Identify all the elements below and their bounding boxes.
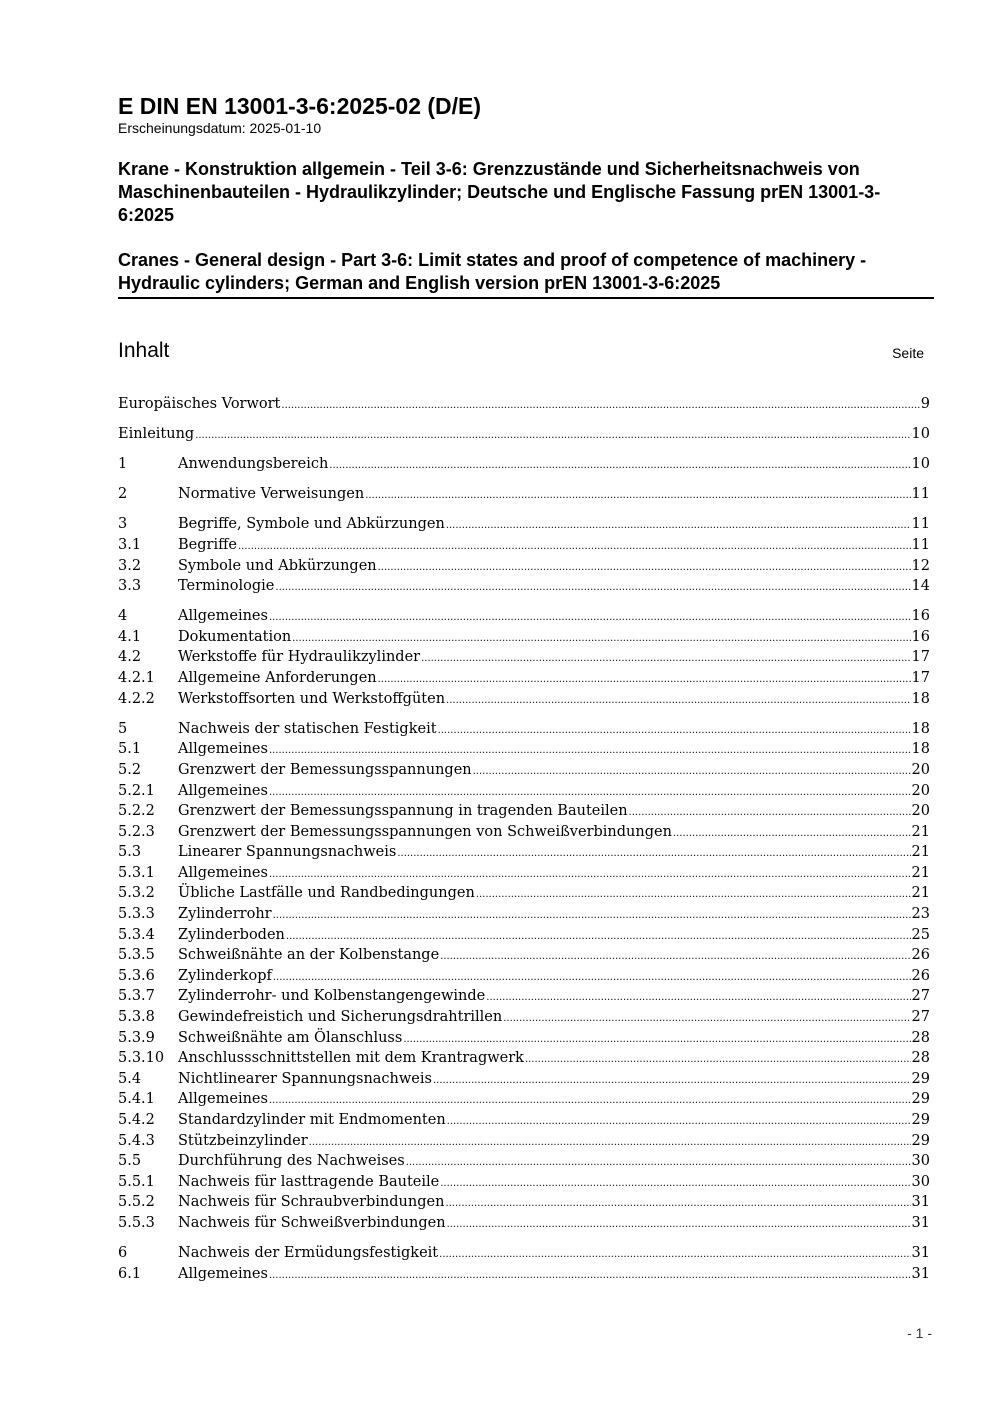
toc-entry-page: 10 [911, 456, 930, 473]
toc-entry-number: 4.2.1 [118, 670, 155, 687]
toc-entry[interactable] [118, 1131, 930, 1152]
toc-entry-label: Allgemeines [178, 1091, 268, 1108]
toc-entry-page: 31 [911, 1265, 930, 1282]
toc-entry-number: 3.2 [118, 557, 142, 574]
toc-entry-label: Schweißnähte an der Kolbenstange [178, 947, 440, 964]
toc-dot-leader [238, 535, 911, 556]
toc-entry-number: 5.4.2 [118, 1112, 155, 1128]
toc-entry[interactable] [118, 576, 930, 597]
toc-dot-leader [476, 883, 911, 904]
toc-entry[interactable] [118, 454, 930, 475]
toc-entry-number: 5.3.10 [118, 1050, 165, 1067]
toc-entry[interactable] [118, 945, 930, 966]
toc-entry-label: Nachweis für Schraubverbindungen [178, 1194, 445, 1211]
toc-entry-label: Dokumentation [178, 628, 292, 645]
toc-dot-leader [195, 424, 910, 445]
toc-page-column-label: Seite [892, 345, 924, 361]
toc-entry[interactable] [118, 647, 930, 668]
toc-dot-leader [629, 801, 911, 822]
toc-entry-page: 21 [911, 885, 930, 902]
toc-entry[interactable] [118, 739, 930, 760]
toc-entry[interactable] [118, 1213, 930, 1234]
toc-dot-leader [447, 1110, 911, 1131]
toc-dot-leader [440, 1172, 910, 1193]
toc-dot-leader [269, 606, 911, 627]
toc-entry-label: Symbole und Abkürzungen [178, 557, 377, 574]
toc-entry-number: 5.4 [118, 1070, 142, 1087]
toc-entry-page: 26 [911, 947, 930, 964]
toc-entry-page: 31 [911, 1214, 930, 1231]
toc-entry-page: 9 [920, 396, 930, 412]
toc-dot-leader [473, 760, 911, 781]
toc-entry-label: Durchführung des Nachweises [178, 1153, 405, 1170]
toc-entry[interactable] [118, 484, 930, 505]
page-number: - 1 - [907, 1325, 932, 1341]
toc-entry-label: Zylinderrohr- und Kolbenstangengewinde [178, 988, 486, 1005]
document-header [118, 92, 934, 299]
toc-dot-leader [309, 1131, 911, 1152]
toc-entry[interactable] [118, 1089, 930, 1110]
toc-entry-label: Begriffe [178, 536, 237, 553]
toc-entry-label: Grenzwert der Bemessungsspannungen [178, 761, 472, 778]
toc-heading: Inhalt [118, 339, 170, 362]
toc-entry-number: 4.1 [118, 628, 142, 645]
toc-entry-label: Einleitung [118, 426, 195, 443]
toc-entry[interactable] [118, 1192, 930, 1213]
toc-entry-page: 21 [911, 864, 930, 881]
toc-entry-label: Übliche Lastfälle und Randbedingungen [178, 885, 475, 902]
toc-entry-number: 5.3.4 [118, 926, 155, 943]
toc-entry-page: 20 [911, 761, 930, 778]
toc-entry[interactable] [118, 627, 930, 648]
toc-entry[interactable] [118, 925, 930, 946]
toc-entry-page: 12 [911, 557, 930, 574]
toc-entry[interactable] [118, 966, 930, 987]
toc-entry-page: 14 [911, 578, 930, 595]
toc-entry[interactable] [118, 556, 930, 577]
toc-dot-leader [439, 1243, 910, 1264]
toc-entry-page: 23 [911, 906, 930, 923]
toc-entry[interactable] [118, 1172, 930, 1193]
toc-entry-page: 29 [911, 1132, 930, 1149]
toc-entry-page: 28 [911, 1050, 930, 1067]
toc-dot-leader [281, 394, 919, 415]
toc-entry[interactable] [118, 1028, 930, 1049]
toc-entry-number: 5.3.5 [118, 947, 155, 964]
toc-entry-label: Normative Verweisungen [178, 486, 365, 503]
toc-entry-page: 31 [911, 1194, 930, 1211]
toc-entry[interactable] [118, 904, 930, 925]
toc-entry-page: 21 [911, 844, 930, 861]
toc-entry-number: 5.2.3 [118, 823, 155, 840]
toc-entry-page: 29 [911, 1091, 930, 1108]
toc-dot-leader [445, 1192, 910, 1213]
toc-heading-row [118, 337, 930, 367]
toc-entry[interactable] [118, 514, 930, 535]
toc-entry[interactable] [118, 1048, 930, 1069]
toc-entry-label: Anwendungsbereich [178, 456, 329, 473]
toc-entry-number: 5.3.7 [118, 988, 155, 1005]
toc-dot-leader [273, 904, 911, 925]
toc-dot-leader [269, 739, 911, 760]
toc-dot-leader [269, 1264, 911, 1285]
toc-dot-leader [438, 719, 911, 740]
toc-dot-leader [397, 842, 910, 863]
issue-date: Erscheinungsdatum: 2025-01-10 [118, 120, 322, 136]
toc-entry-label: Gewindefreistich und Sicherungsdrahtrillen [178, 1009, 503, 1026]
toc-dot-leader [269, 863, 911, 884]
toc-entry-label: Allgemeines [178, 741, 268, 758]
toc-entry[interactable] [118, 883, 930, 904]
toc-dot-leader [378, 556, 911, 577]
toc-entry[interactable] [118, 842, 930, 863]
toc-entry-page: 21 [911, 823, 930, 840]
toc-entry-number: 5.3.9 [118, 1029, 155, 1046]
toc-dot-leader [421, 647, 910, 668]
toc-entry-page: 11 [911, 536, 930, 553]
toc-entry[interactable] [118, 822, 930, 843]
toc-dot-leader [273, 966, 911, 987]
toc-entry[interactable] [118, 689, 930, 710]
toc-entry-number: 5.1 [118, 741, 142, 758]
title-german: Krane - Konstruktion allgemein - Teil 3-6: Grenzzustände und Sicherheitsnachweis von Maschinenbauteilen - Hydraulikzylinder; Deutsche und Englische Fassung prEN 13001-3-6:2025 [118, 159, 881, 225]
toc-entry-label: Allgemeines [178, 608, 268, 625]
toc-entry-number: 5.2.1 [118, 782, 155, 799]
toc-entry-label: Linearer Spannungsnachweis [178, 844, 397, 861]
toc-entry[interactable] [118, 1243, 930, 1264]
toc-entry-number: 5.4.1 [118, 1091, 155, 1108]
toc-entry-number: 2 [118, 486, 128, 503]
toc-entry-label: Werkstoffe für Hydraulikzylinder [178, 649, 421, 666]
toc-dot-leader [378, 668, 911, 689]
toc-dot-leader [673, 822, 911, 843]
toc-entry-number: 5.5.3 [118, 1214, 155, 1231]
toc-entry-label: Stützbeinzylinder [178, 1132, 308, 1149]
toc-dot-leader [365, 484, 910, 505]
toc-entry-number: 5.2 [118, 761, 142, 778]
table-of-contents [118, 394, 930, 1284]
toc-entry-page: 16 [911, 608, 930, 625]
toc-entry-page: 17 [911, 649, 930, 666]
toc-entry-number: 5.5 [118, 1153, 142, 1170]
toc-entry-page: 29 [911, 1112, 930, 1128]
toc-entry-label: Anschlussschnittstellen mit dem Krantragwerk [178, 1050, 524, 1067]
toc-entry-label: Allgemeines [178, 864, 268, 881]
toc-entry[interactable] [118, 1110, 930, 1131]
toc-entry-page: 20 [911, 803, 930, 820]
toc-entry-number: 5.3.8 [118, 1009, 155, 1026]
toc-dot-leader [403, 1028, 910, 1049]
toc-entry-label: Zylinderkopf [178, 967, 272, 984]
toc-entry-page: 26 [911, 967, 930, 984]
toc-entry-page: 28 [911, 1029, 930, 1046]
toc-entry-label: Grenzwert der Bemessungsspannungen von Schweißverbindungen [178, 823, 672, 840]
toc-entry[interactable] [118, 606, 930, 627]
toc-entry-number: 4.2 [118, 649, 142, 666]
toc-entry-number: 5.3.6 [118, 967, 155, 984]
toc-dot-leader [503, 1007, 910, 1028]
toc-entry-number: 1 [118, 456, 128, 473]
toc-entry-page: 17 [911, 670, 930, 687]
toc-entry-number: 3 [118, 516, 128, 533]
toc-entry-label: Zylinderrohr [178, 906, 272, 923]
toc-entry-number: 5.5.1 [118, 1173, 155, 1190]
toc-dot-leader [286, 925, 911, 946]
toc-dot-leader [329, 454, 910, 475]
toc-entry-label: Zylinderboden [178, 926, 285, 943]
toc-entry-label: Nachweis der statischen Festigkeit [178, 720, 437, 737]
toc-entry[interactable] [118, 863, 930, 884]
toc-entry-number: 6 [118, 1245, 128, 1262]
toc-entry-label: Grenzwert der Bemessungsspannung in tragenden Bauteilen [178, 803, 628, 820]
toc-entry-page: 18 [911, 741, 930, 758]
toc-entry[interactable] [118, 1007, 930, 1028]
toc-dot-leader [292, 627, 910, 648]
title-english: Cranes - General design - Part 3-6: Limit states and proof of competence of machinery - Hydraulic cylinders; German and English version prEN 13001-3-6:2025 [118, 249, 934, 299]
toc-entry-page: 11 [911, 486, 930, 503]
toc-entry-page: 29 [911, 1070, 930, 1087]
toc-entry-number: 5.4.3 [118, 1132, 155, 1149]
toc-entry-label: Begriffe, Symbole und Abkürzungen [178, 516, 445, 533]
toc-entry-number: 5.2.2 [118, 803, 155, 820]
toc-entry-number: 4.2.2 [118, 690, 155, 707]
toc-dot-leader [275, 576, 910, 597]
toc-entry[interactable] [118, 394, 930, 415]
toc-entry[interactable] [118, 1264, 930, 1285]
toc-entry-page: 27 [911, 988, 930, 1005]
toc-entry-page: 18 [911, 720, 930, 737]
toc-entry-label: Allgemeines [178, 1265, 268, 1282]
toc-entry-page: 27 [911, 1009, 930, 1026]
toc-entry-number: 5.3.3 [118, 906, 155, 923]
toc-entry-number: 5.3.1 [118, 864, 155, 881]
toc-dot-leader [486, 986, 910, 1007]
toc-entry-label: Nachweis für lasttragende Bauteile [178, 1173, 440, 1190]
toc-entry[interactable] [118, 1151, 930, 1172]
toc-dot-leader [446, 514, 911, 535]
toc-entry-label: Nachweis für Schweißverbindungen [178, 1214, 446, 1231]
toc-entry-number: 3.3 [118, 578, 142, 595]
toc-entry-label: Nachweis der Ermüdungsfestigkeit [178, 1245, 439, 1262]
toc-entry-label: Allgemeines [178, 782, 268, 799]
toc-entry-label: Werkstoffsorten und Werkstoffgüten [178, 690, 446, 707]
toc-entry-number: 3.1 [118, 536, 142, 553]
toc-entry-label: Standardzylinder mit Endmomenten [178, 1112, 446, 1128]
toc-entry[interactable] [118, 668, 930, 689]
toc-entry-page: 10 [911, 426, 930, 443]
document-id: E DIN EN 13001-3-6:2025-02 (D/E) [118, 93, 482, 119]
toc-entry-label: Nichtlinearer Spannungsnachweis [178, 1070, 432, 1087]
toc-entry-page: 11 [911, 516, 930, 533]
toc-dot-leader [406, 1151, 911, 1172]
toc-entry-number: 5.3 [118, 844, 142, 861]
toc-entry-number: 5.3.2 [118, 885, 155, 902]
toc-entry-page: 16 [911, 628, 930, 645]
toc-entry-page: 31 [911, 1245, 930, 1262]
toc-entry[interactable] [118, 535, 930, 556]
toc-entry-number: 6.1 [118, 1265, 142, 1282]
toc-entry-label: Schweißnähte am Ölanschluss [178, 1029, 403, 1046]
toc-entry[interactable] [118, 801, 930, 822]
toc-entry-page: 25 [911, 926, 930, 943]
toc-entry[interactable] [118, 1069, 930, 1090]
toc-entry-label: Europäisches Vorwort [118, 396, 281, 412]
toc-dot-leader [269, 781, 911, 802]
toc-entry[interactable] [118, 424, 930, 445]
toc-entry[interactable] [118, 760, 930, 781]
toc-entry-label: Terminologie [178, 578, 275, 595]
toc-dot-leader [446, 689, 911, 710]
toc-dot-leader [433, 1069, 911, 1090]
toc-dot-leader [269, 1089, 911, 1110]
toc-entry-number: 5 [118, 720, 128, 737]
toc-dot-leader [447, 1213, 911, 1234]
toc-entry[interactable] [118, 986, 930, 1007]
toc-entry[interactable] [118, 719, 930, 740]
toc-dot-leader [440, 945, 910, 966]
toc-entry-page: 30 [911, 1173, 930, 1190]
toc-entry-page: 20 [911, 782, 930, 799]
toc-entry-page: 30 [911, 1153, 930, 1170]
toc-dot-leader [525, 1048, 911, 1069]
toc-entry-number: 5.5.2 [118, 1194, 155, 1211]
toc-entry-label: Allgemeine Anforderungen [178, 670, 377, 687]
toc-entry-page: 18 [911, 690, 930, 707]
toc-entry[interactable] [118, 781, 930, 802]
toc-entry-number: 4 [118, 608, 128, 625]
